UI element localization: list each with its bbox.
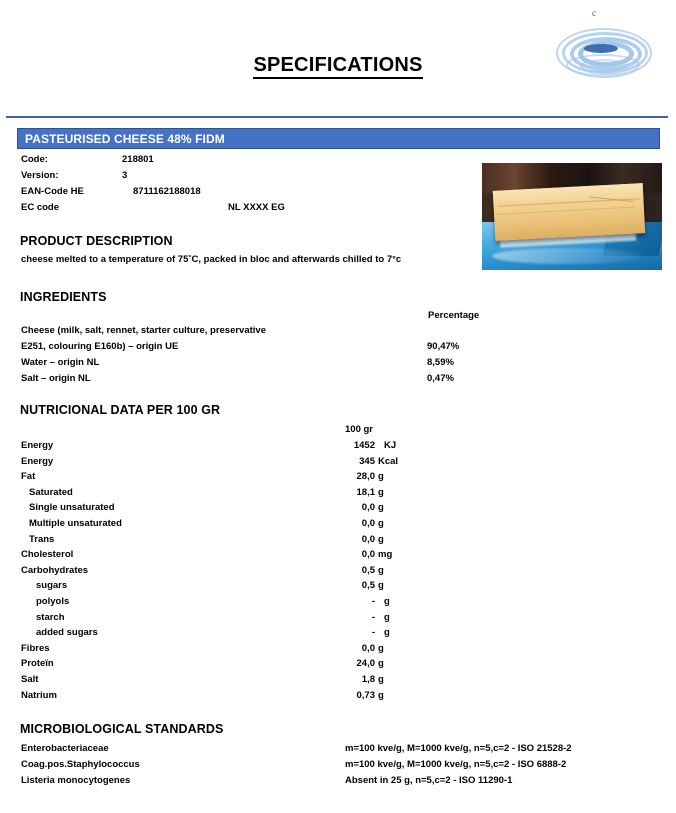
nutrition-row-value: 0,73 g bbox=[356, 689, 384, 701]
nutrition-row-value: 1,8 g bbox=[361, 674, 384, 685]
nutrition-row-label: added sugars bbox=[36, 627, 98, 639]
nutrition-row-label: Saturated bbox=[29, 486, 73, 498]
nutrition-row-value: 0,5 g bbox=[361, 564, 384, 576]
nutrition-row-value: - g bbox=[371, 611, 390, 623]
product-description-heading: PRODUCT DESCRIPTION bbox=[20, 234, 173, 248]
logo-c-mark: c bbox=[592, 8, 596, 18]
page-title bbox=[0, 54, 676, 77]
nutrition-row-label: Salt bbox=[21, 674, 39, 685]
ec-code-value: NL XXXX EG bbox=[228, 202, 285, 213]
nutrition-row-value: 28,0 g bbox=[356, 471, 384, 483]
version-value: 3 bbox=[122, 170, 128, 181]
product-title-label: PASTEURISED CHEESE 48% FIDM bbox=[25, 132, 225, 146]
nutrition-row-label: Fat bbox=[21, 471, 36, 483]
nutrition-row-label: Single unsaturated bbox=[29, 502, 115, 514]
nutrition-row-value: 1452 KJ bbox=[353, 440, 397, 451]
ean-code-label: EAN-Code HE bbox=[21, 186, 84, 197]
product-title-bar bbox=[17, 128, 660, 149]
page-title-text: SPECIFICATIONS bbox=[253, 54, 422, 79]
ingredient-line-3: Water – origin NL bbox=[21, 357, 100, 368]
ingredient-line-1: Cheese (milk, salt, rennet, starter culture, preservative bbox=[21, 325, 266, 336]
micro-row-2-value: m=100 kve/g, M=1000 kve/g, n=5,c=2 - ISO 6888-2 bbox=[345, 759, 567, 770]
nutrition-row-value: - g bbox=[371, 596, 390, 607]
header-divider bbox=[6, 116, 668, 118]
nutrition-row-value: 24,0 g bbox=[356, 658, 384, 670]
product-description-text: cheese melted to a temperature of 75˚C, packed in bloc and afterwards chilled to 7°c bbox=[21, 254, 402, 265]
nutrition-row-label: Energy bbox=[21, 455, 54, 467]
nutrition-row-label: starch bbox=[36, 611, 65, 623]
product-photo bbox=[482, 163, 662, 270]
nutrition-row-value: 0,0 g bbox=[361, 533, 384, 545]
ean-code-value: 8711162188018 bbox=[133, 186, 201, 197]
micro-row-2-label: Coag.pos.Staphylococcus bbox=[21, 759, 140, 770]
nutrition-row-label: Energy bbox=[21, 440, 54, 451]
nutrition-row-value: 18,1 g bbox=[356, 486, 384, 498]
nutrition-row-value: 0,0 g bbox=[361, 502, 384, 514]
nutrition-row-value: 0,5 g bbox=[361, 580, 384, 592]
ec-code-label: EC code bbox=[21, 202, 60, 213]
nutrition-row-value: 0,0 g bbox=[361, 642, 384, 654]
nutrition-row-label: sugars bbox=[36, 580, 68, 592]
code-value: 218801 bbox=[122, 154, 154, 165]
microbiological-heading: MICROBIOLOGICAL STANDARDS bbox=[20, 722, 224, 736]
nutrition-heading: NUTRICIONAL DATA PER 100 GR bbox=[20, 403, 221, 417]
micro-row-3-value: Absent in 25 g, n=5,c=2 - ISO 11290-1 bbox=[345, 775, 513, 786]
ingredient-line-2: E251, colouring E160b) – origin UE bbox=[21, 341, 179, 352]
nutrition-column-header: 100 gr bbox=[345, 424, 373, 435]
nutrition-row-label: Cholesterol bbox=[21, 549, 74, 561]
version-label: Version: bbox=[21, 170, 59, 181]
micro-row-3-label: Listeria monocytogenes bbox=[21, 775, 131, 786]
percentage-column-header: Percentage bbox=[428, 310, 480, 321]
micro-row-1-label: Enterobacteriaceae bbox=[21, 743, 109, 754]
ingredient-line-4: Salt – origin NL bbox=[21, 373, 91, 384]
nutrition-row-value: - g bbox=[371, 627, 390, 639]
ingredient-percentage-4: 0,47% bbox=[427, 373, 454, 384]
nutrition-row-label: Multiple unsaturated bbox=[29, 518, 122, 529]
nutrition-row-label: Proteïn bbox=[21, 658, 54, 670]
nutrition-row-label: Trans bbox=[29, 533, 55, 545]
nutrition-row-value: 0,0 mg bbox=[361, 549, 393, 561]
ingredient-percentage-2: 90,47% bbox=[427, 341, 460, 352]
micro-row-1-value: m=100 kve/g, M=1000 kve/g, n=5,c=2 - ISO 21528-2 bbox=[345, 743, 572, 754]
code-label: Code: bbox=[21, 154, 48, 165]
ingredient-percentage-3: 8,59% bbox=[427, 357, 454, 368]
nutrition-row-label: Carbohydrates bbox=[21, 564, 89, 576]
ingredients-heading: INGREDIENTS bbox=[20, 290, 107, 304]
nutrition-row-value: 0,0 g bbox=[361, 518, 384, 529]
nutrition-row-value: 345 Kcal bbox=[359, 455, 399, 467]
nutrition-row-label: Natrium bbox=[21, 689, 57, 701]
nutrition-row-label: Fibres bbox=[21, 642, 50, 654]
nutrition-row-label: polyols bbox=[36, 596, 70, 607]
